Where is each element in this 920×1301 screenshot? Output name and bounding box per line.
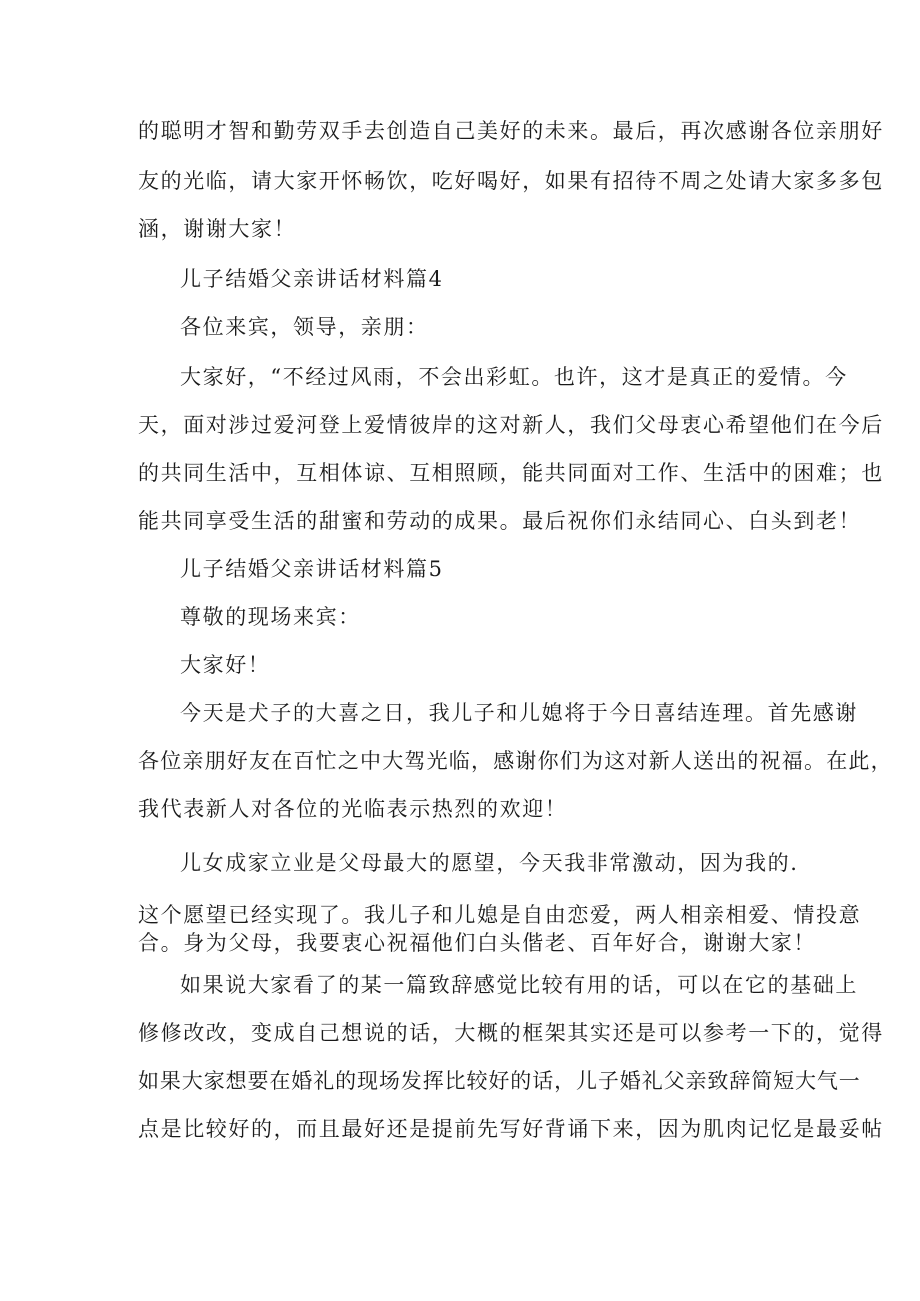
greeting: 大家好！ — [180, 653, 271, 677]
paragraph-line: 天，面对涉过爱河登上爱情彼岸的这对新人，我们父母衷心希望他们在今后 — [138, 413, 884, 437]
paragraph-line: 各位亲朋好友在百忙之中大驾光临，感谢你们为这对新人送出的祝福。在此， — [138, 749, 893, 773]
paragraph-line: 友的光临，请大家开怀畅饮，吃好喝好，如果有招待不周之处请大家多多包 — [138, 169, 884, 193]
paragraph-line: 如果大家想要在婚礼的现场发挥比较好的话，儿子婚礼父亲致辞简短大气一 — [138, 1069, 861, 1093]
salutation: 各位来宾，领导，亲朋： — [180, 315, 429, 339]
paragraph-line: 儿女成家立业是父母最大的愿望，今天我非常激动，因为我的. — [180, 851, 799, 875]
section-heading: 儿子结婚父亲讲话材料篇4 — [180, 267, 444, 291]
paragraph-line: 的共同生活中，互相体谅、互相照顾，能共同面对工作、生活中的困难；也 — [138, 461, 884, 485]
paragraph-line: 我代表新人对各位的光临表示热烈的欢迎！ — [138, 797, 568, 821]
paragraph-line: 涵，谢谢大家！ — [138, 217, 297, 241]
paragraph-line: 合。身为父母，我要衷心祝福他们白头偕老、百年好合，谢谢大家！ — [138, 931, 816, 955]
section-heading: 儿子结婚父亲讲话材料篇5 — [180, 557, 444, 581]
paragraph-line: 点是比较好的，而且最好还是提前先写好背诵下来，因为肌肉记忆是最妥帖 — [138, 1117, 884, 1141]
paragraph-line: 修修改改，变成自己想说的话，大概的框架其实还是可以参考一下的，觉得 — [138, 1021, 884, 1045]
paragraph-line: 能共同享受生活的甜蜜和劳动的成果。最后祝你们永结同心、白头到老！ — [138, 509, 862, 533]
paragraph-line: 大家好，“不经过风雨，不会出彩虹。也许，这才是真正的爱情。今 — [180, 365, 848, 389]
paragraph-line: 如果说大家看了的某一篇致辞感觉比较有用的话，可以在它的基础上 — [180, 973, 858, 997]
salutation: 尊敬的现场来宾： — [180, 605, 361, 629]
paragraph-line: 这个愿望已经实现了。我儿子和儿媳是自由恋爱，两人相亲相爱、情投意 — [138, 903, 862, 927]
paragraph-line: 的聪明才智和勤劳双手去创造自己美好的未来。最后，再次感谢各位亲朋好 — [138, 119, 884, 143]
paragraph-line: 今天是犬子的大喜之日，我儿子和儿媳将于今日喜结连理。首先感谢 — [180, 701, 858, 725]
